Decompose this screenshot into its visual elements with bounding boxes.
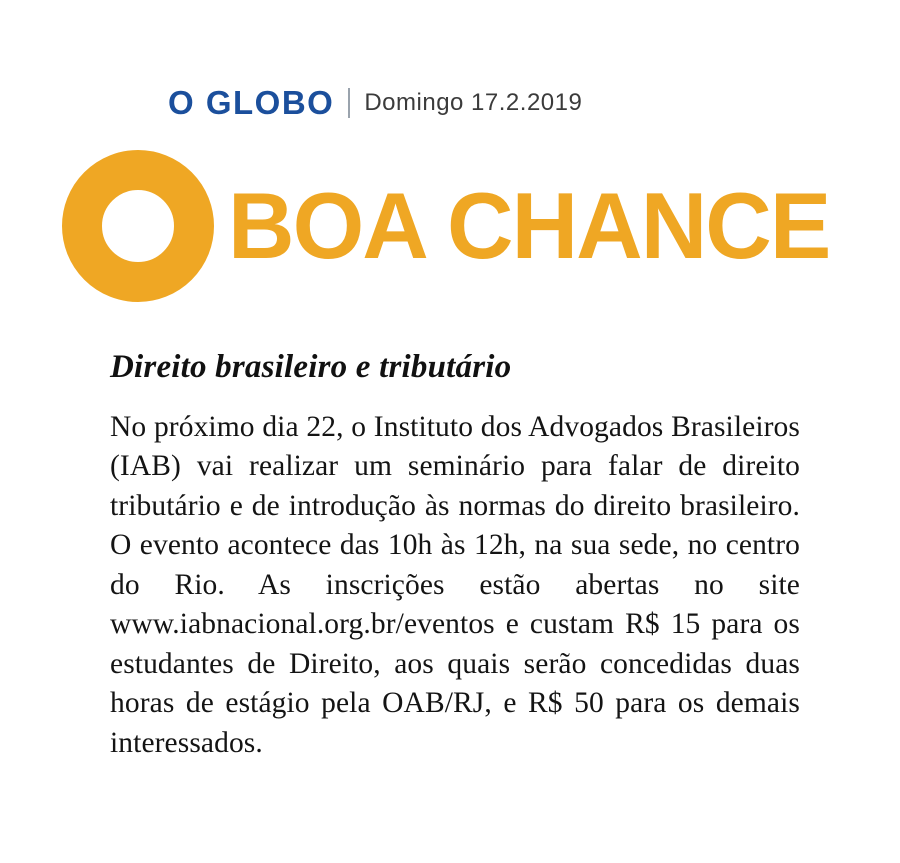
publication-logo: O GLOBO — [168, 84, 335, 121]
publication-date: Domingo 17.2.2019 — [364, 88, 583, 116]
masthead-divider — [348, 88, 350, 118]
section-banner — [62, 150, 842, 302]
ring-logo-icon — [62, 150, 214, 302]
section-title: BOA CHANCE — [228, 173, 830, 278]
masthead — [168, 86, 582, 119]
article — [110, 348, 800, 763]
article-headline: Direito brasileiro e tributário — [110, 349, 512, 385]
article-body: No próximo dia 22, o Instituto dos Advogados Brasileiros (IAB) vai realizar um seminário para falar de direito tributário e de introdução às normas do direito brasileiro. O evento acontece das 10h às 12h, na sua sede, no centro do Rio. As inscrições estão abertas no site www.iabnacional.org.br/eventos e custam R$ 15 para os estudantes de Direito, aos quais serão concedidas duas horas de estágio pela OAB/RJ, e R$ 50 para os demais interessados. — [110, 410, 800, 759]
